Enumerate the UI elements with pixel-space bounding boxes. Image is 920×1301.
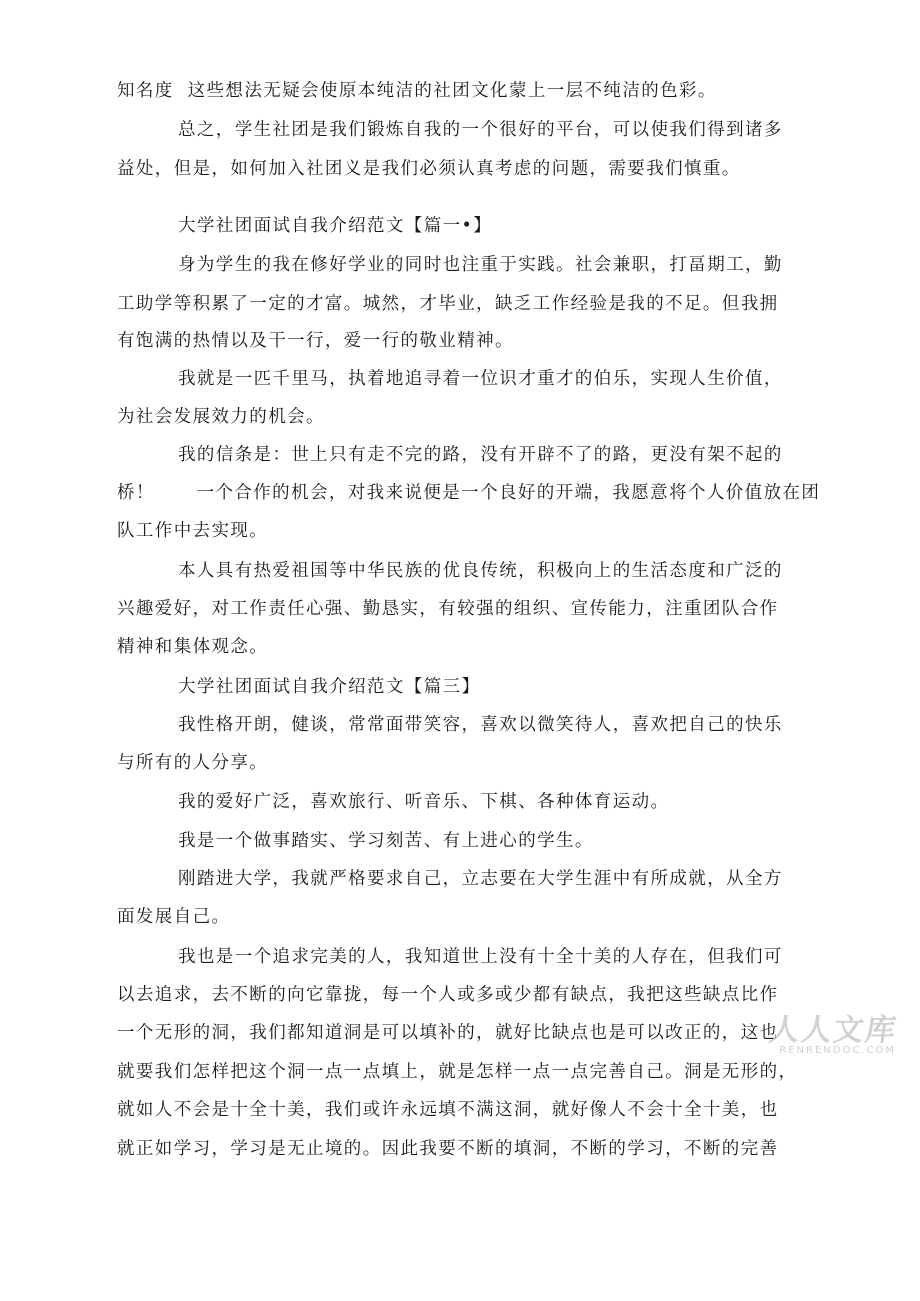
text-line: 总之，学生社团是我们锻炼自我的一个很好的平台，可以使我们得到诸多: [178, 120, 783, 140]
text-line: 一个无形的洞，我们都知道洞是可以填补的，就好比缺点也是可以改正的，这也: [117, 1023, 779, 1043]
text-line: 知名度 这些想法无疑会使原本纯洁的社团文化蒙上一层不纯洁的色彩。: [117, 81, 717, 101]
text-line: 我也是一个追求完美的人，我知道世上没有十全十美的人存在，但我们可: [178, 947, 783, 967]
text-line: 有饱满的热情以及干一行，爱一行的敬业精神。: [117, 331, 514, 351]
text-line: 兴趣爱好，对工作责任心强、勤恳实，有较强的组织、宣传能力，注重团队合作: [117, 599, 779, 619]
text-line: 就正如学习，学习是无止境的。因此我要不断的填洞，不断的学习，不断的完善: [117, 1139, 779, 1159]
text-line: 我的爱好广泛，喜欢旅行、听音乐、下棋、各种体育运动。: [178, 792, 670, 812]
watermark-text-en: RENRENDOC.COM: [779, 1045, 896, 1056]
watermark-text-cn: 人人文库: [767, 1013, 900, 1048]
text-line: 与所有的人分享。: [117, 753, 269, 773]
text-line: 就要我们怎样把这个洞一点一点填上，就是怎样一点一点完善自己。洞是无形的，: [117, 1062, 798, 1082]
text-line: 精神和集体观念。: [117, 637, 269, 657]
text-line: 刚踏进大学，我就严格要求自己，立志要在大学生涯中有所成就，从全方: [178, 869, 783, 889]
text-line: 工助学等积累了一定的才富。城然，才毕业，缺乏工作经验是我的不足。但我拥: [117, 294, 779, 314]
text-line: 益处，但是，如何加入社团义是我们必须认真考虑的问题，需要我们慎重。: [117, 159, 741, 179]
section-heading: 大学社团面试自我介绍范文【篇一•】: [178, 216, 493, 236]
text-line: 身为学生的我在修好学业的同时也注重于实践。社会兼职，打畐期工，勤: [178, 255, 783, 275]
text-line: 队工作中去实现。: [117, 521, 269, 541]
text-line: 我的信条是：世上只有走不完的路，没有开辟不了的路，更没有架不起的: [178, 445, 783, 465]
text-line: 桥！ 一个合作的机会，对我来说便是一个良好的开端，我愿意将个人价值放在团: [117, 483, 821, 503]
section-heading: 大学社团面试自我介绍范文【篇三】: [178, 677, 481, 697]
text-line: 就如人不会是十全十美，我们或许永远填不满这洞，就好像人不会十全十美，也: [117, 1100, 779, 1120]
text-line: 我性格开朗，健谈，常常面带笑容，喜欢以微笑待人，喜欢把自己的快乐: [178, 715, 783, 735]
text-line: 我就是一匹千里马，执着地追寻着一位识才重才的伯乐，实现人生价值，: [178, 369, 783, 389]
text-line: 我是一个做事踏实、学习刻苦、有上进心的学生。: [178, 831, 594, 851]
text-line: 面发展自己。: [117, 907, 231, 927]
text-line: 为社会发展效力的机会。: [117, 407, 325, 427]
text-line: 本人具有热爱祖国等中华民族的优良传统，积极向上的生活态度和广泛的: [178, 561, 783, 581]
text-line: 以去追求，去不断的向它靠拢，每一个人或多或少都有缺点，我把这些缺点比作: [117, 985, 779, 1005]
